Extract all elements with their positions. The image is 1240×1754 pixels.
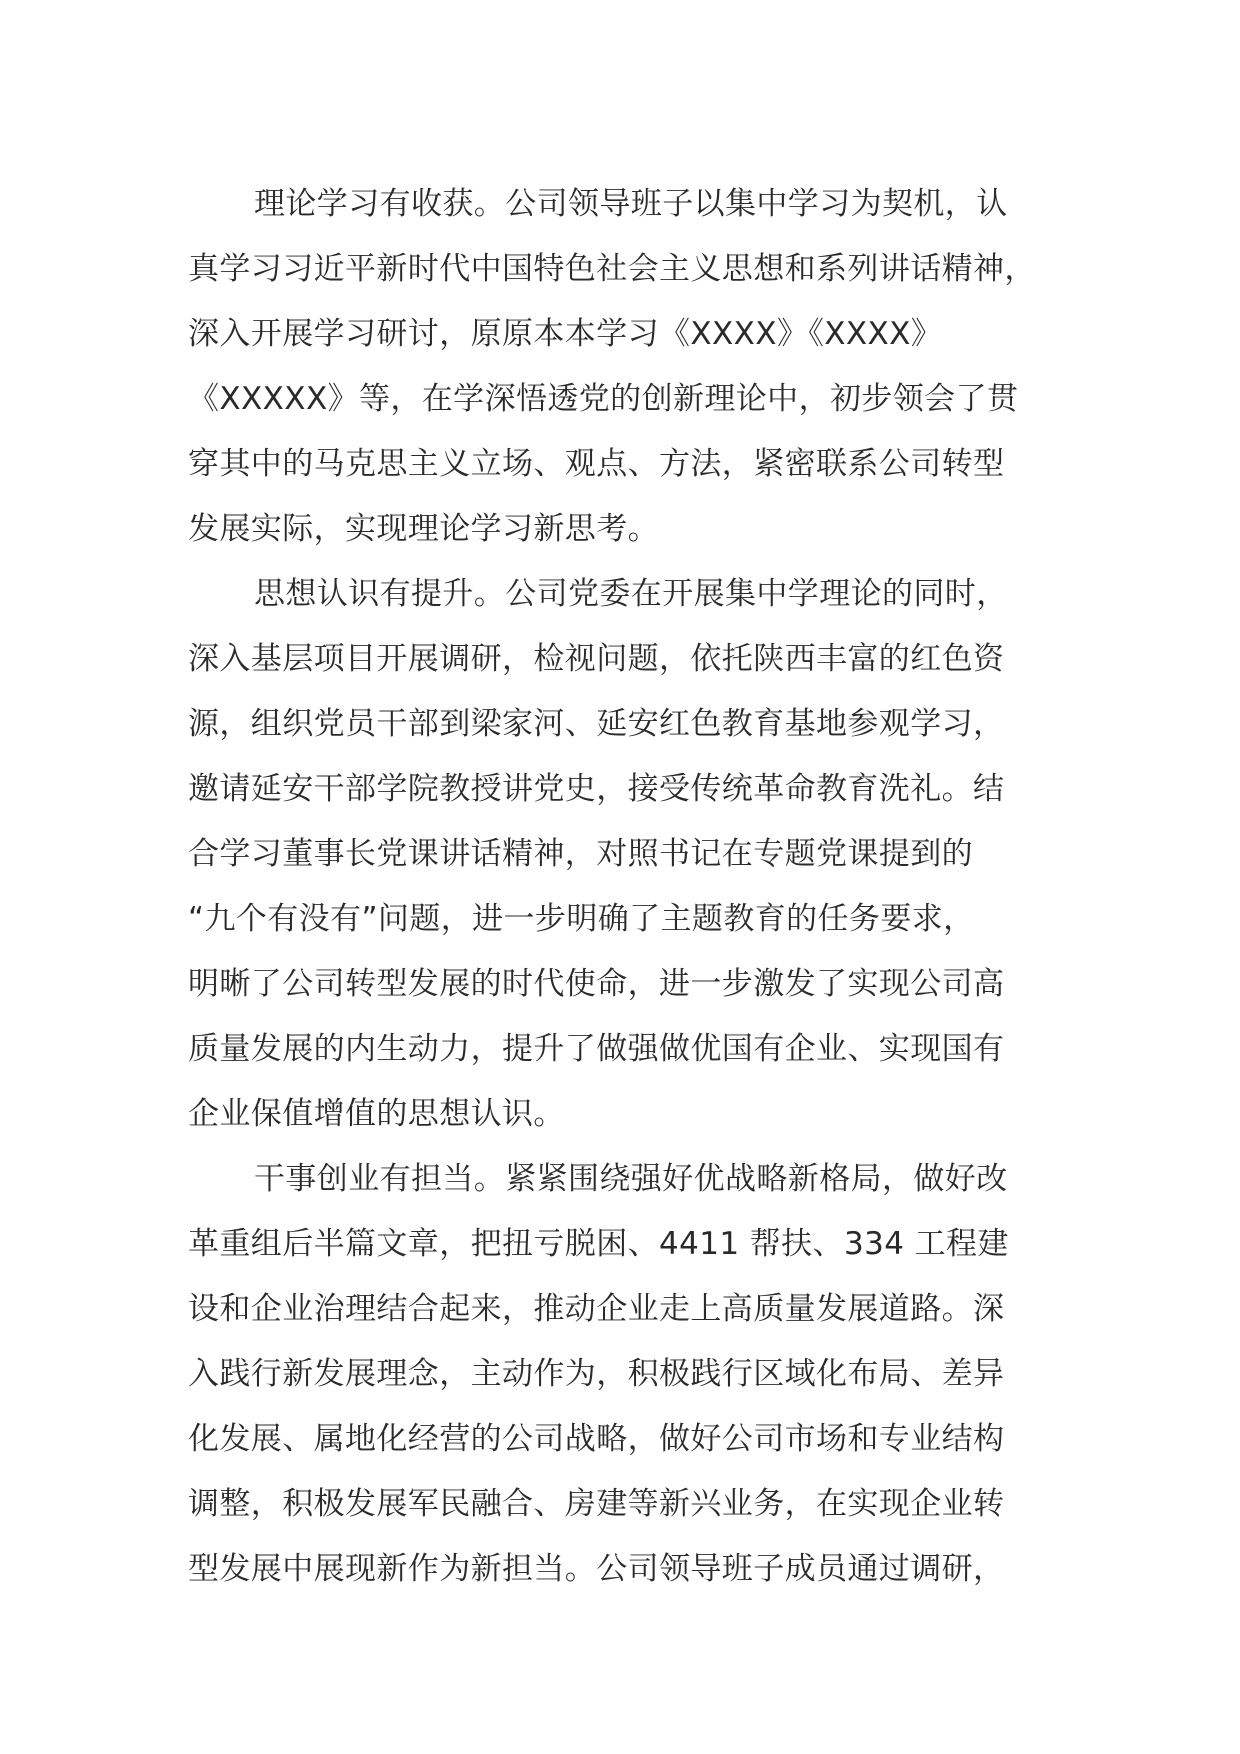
text-line: 深入开展学习研讨，原原本本学习《XXXX》《XXXX》 [188, 316, 943, 352]
text-line: 型发展中展现新作为新担当。公司领导班子成员通过调研， [188, 1551, 1005, 1587]
document-body [188, 172, 1068, 1602]
text-line: 穿其中的马克思主义立场、观点、方法，紧密联系公司转型 [188, 446, 1005, 482]
text-line: 化发展、属地化经营的公司战略，做好公司市场和专业结构 [188, 1421, 1005, 1457]
text-line: 合学习董事长党课讲话精神，对照书记在专题党课提到的 [188, 836, 973, 872]
text-line: 干事创业有担当。紧紧围绕强好优战略新格局，做好改 [254, 1161, 1008, 1197]
text-line: 发展实际，实现理论学习新思考。 [188, 511, 659, 547]
text-line: 企业保值增值的思想认识。 [188, 1096, 565, 1132]
text-line: 真学习习近平新时代中国特色社会主义思想和系列讲话精神， [188, 251, 1036, 287]
text-line: 调整，积极发展军民融合、房建等新兴业务，在实现企业转 [188, 1486, 1005, 1522]
text-line: 入践行新发展理念，主动作为，积极践行区域化布局、差异 [188, 1356, 1005, 1392]
text-line: 质量发展的内生动力，提升了做强做优国有企业、实现国有 [188, 1031, 1005, 1067]
paragraph-thought-awareness [188, 562, 1068, 1147]
text-line: 深入基层项目开展调研，检视问题，依托陕西丰富的红色资 [188, 641, 1005, 677]
text-line: 思想认识有提升。公司党委在开展集中学理论的同时， [254, 576, 1008, 612]
text-line: 理论学习有收获。公司领导班子以集中学习为契机，认 [254, 186, 1008, 222]
text-line: 源，组织党员干部到梁家河、延安红色教育基地参观学习， [188, 706, 1005, 742]
text-line: “九个有没有”问题，进一步明确了主题教育的任务要求， [188, 901, 975, 937]
text-line: 明晰了公司转型发展的时代使命，进一步激发了实现公司高 [188, 966, 1005, 1002]
text-line: 革重组后半篇文章，把扭亏脱困、4411 帮扶、334 工程建 [188, 1226, 1009, 1262]
text-line: 邀请延安干部学院教授讲党史，接受传统革命教育洗礼。结 [188, 771, 1005, 807]
text-line: 《XXXXX》等，在学深悟透党的创新理论中，初步领会了贯 [188, 381, 1019, 417]
paragraph-theory-study [188, 172, 1068, 562]
paragraph-entrepreneurship [188, 1147, 1068, 1602]
text-line: 设和企业治理结合起来，推动企业走上高质量发展道路。深 [188, 1291, 1005, 1327]
